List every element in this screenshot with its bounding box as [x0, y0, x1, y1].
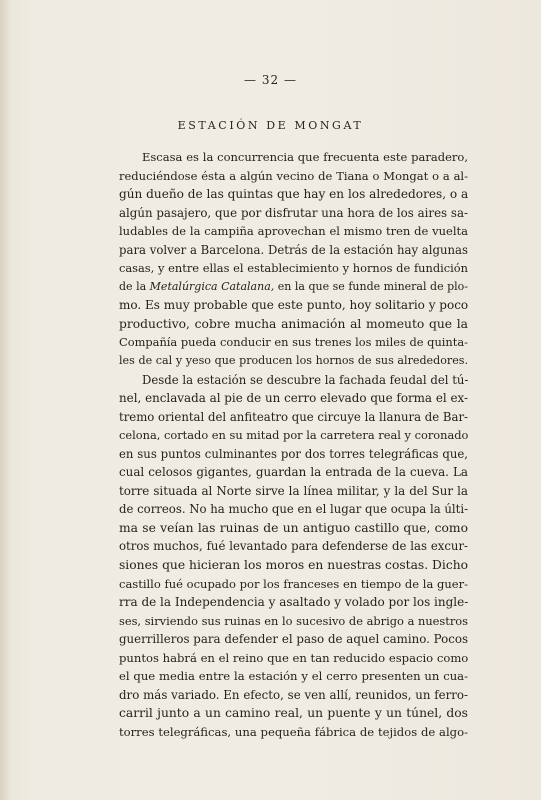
text-line: castillo fué ocupado por los franceses en tiempo de la guer- — [119, 576, 468, 591]
text-line: casas, y entre ellas el establecimiento y hornos de fundición — [119, 261, 468, 276]
text-line: el que media entre la estación y el cerro presenten un cua- — [119, 669, 468, 684]
text-line: Desde la estación se descubre la fachada feudal del tú- — [142, 372, 468, 387]
text-line: reduciéndose ésta a algún vecino de Tiana o Mongat o a al- — [119, 168, 468, 183]
text-line: ludables de la campiña aprovechan el mismo tren de vuelta — [119, 224, 468, 239]
text-line: ma se veían las ruinas de un antiguo castillo que, como — [119, 520, 468, 535]
text-line: Compañía pueda conducir en sus trenes los miles de quinta- — [119, 335, 468, 350]
text-line: ses, sirviendo sus ruinas en lo sucesivo de abrigo a nuestros — [119, 613, 468, 628]
section-title: ESTACIÓN DE MONGAT — [177, 119, 364, 132]
text-line: otros muchos, fué levantado para defenderse de las excur- — [119, 539, 468, 554]
text-line: algún pasajero, que por disfrutar una hora de los aires sa- — [119, 205, 468, 220]
text-line: nel, enclavada al pie de un cerro elevado que forma el ex- — [119, 391, 468, 406]
text-line: celona, cortado en su mitad por la carretera real y coronado — [119, 428, 468, 443]
text-line: dro más variado. En efecto, se ven allí, reunidos, un ferro- — [119, 687, 468, 702]
text-line: en sus puntos culminantes por dos torres telegráficas que, — [119, 446, 468, 461]
text-segment: de la — [119, 279, 150, 293]
text-line: torre situada al Norte sirve la línea militar, y la del Sur la — [119, 483, 468, 498]
text-line: cual celosos gigantes, guardan la entrada de la cueva. La — [119, 465, 468, 480]
text-line: carril junto a un camino real, un puente y un túnel, dos — [119, 706, 468, 721]
text-line: guerrilleros para defender el paso de aquel camino. Pocos — [119, 632, 468, 647]
text-line: Escasa es la concurrencia que frecuenta este paradero, — [142, 150, 468, 164]
text-line: productivo, cobre mucha animación al momeuto que la — [119, 316, 468, 331]
italic-company-name: Metalúrgica Catalana, — [149, 279, 275, 293]
text-line: rra de la Independencia y asaltado y volado por los ingle- — [119, 595, 468, 610]
text-line: gún dueño de las quintas que hay en los alrededores, o a — [119, 187, 468, 202]
text-line: para volver a Barcelona. Detrás de la estación hay algunas — [119, 242, 468, 257]
text-line: mo. Es muy probable que este punto, hoy solitario y poco — [119, 298, 468, 313]
text-line: siones que hicieran los moros en nuestras costas. Dicho — [119, 558, 468, 573]
text-line: puntos habrá en el reino que en tan reducido espacio como — [119, 650, 468, 665]
page-number: — 32 — — [244, 73, 297, 87]
text-segment: en la que se funde mineral de plo- — [274, 279, 468, 293]
text-line: les de cal y yeso que producen los hornos de sus alrededores. — [119, 354, 468, 368]
text-line: de correos. No ha mucho que en el lugar que ocupa la últi- — [119, 502, 468, 517]
text-line: tremo oriental del anfiteatro que circuye la llanura de Bar- — [119, 409, 468, 424]
text-line-with-italic — [119, 278, 468, 297]
text-line: torres telegráficas, una pequeña fábrica de tejidos de algo- — [119, 724, 468, 739]
body-text — [119, 148, 468, 742]
